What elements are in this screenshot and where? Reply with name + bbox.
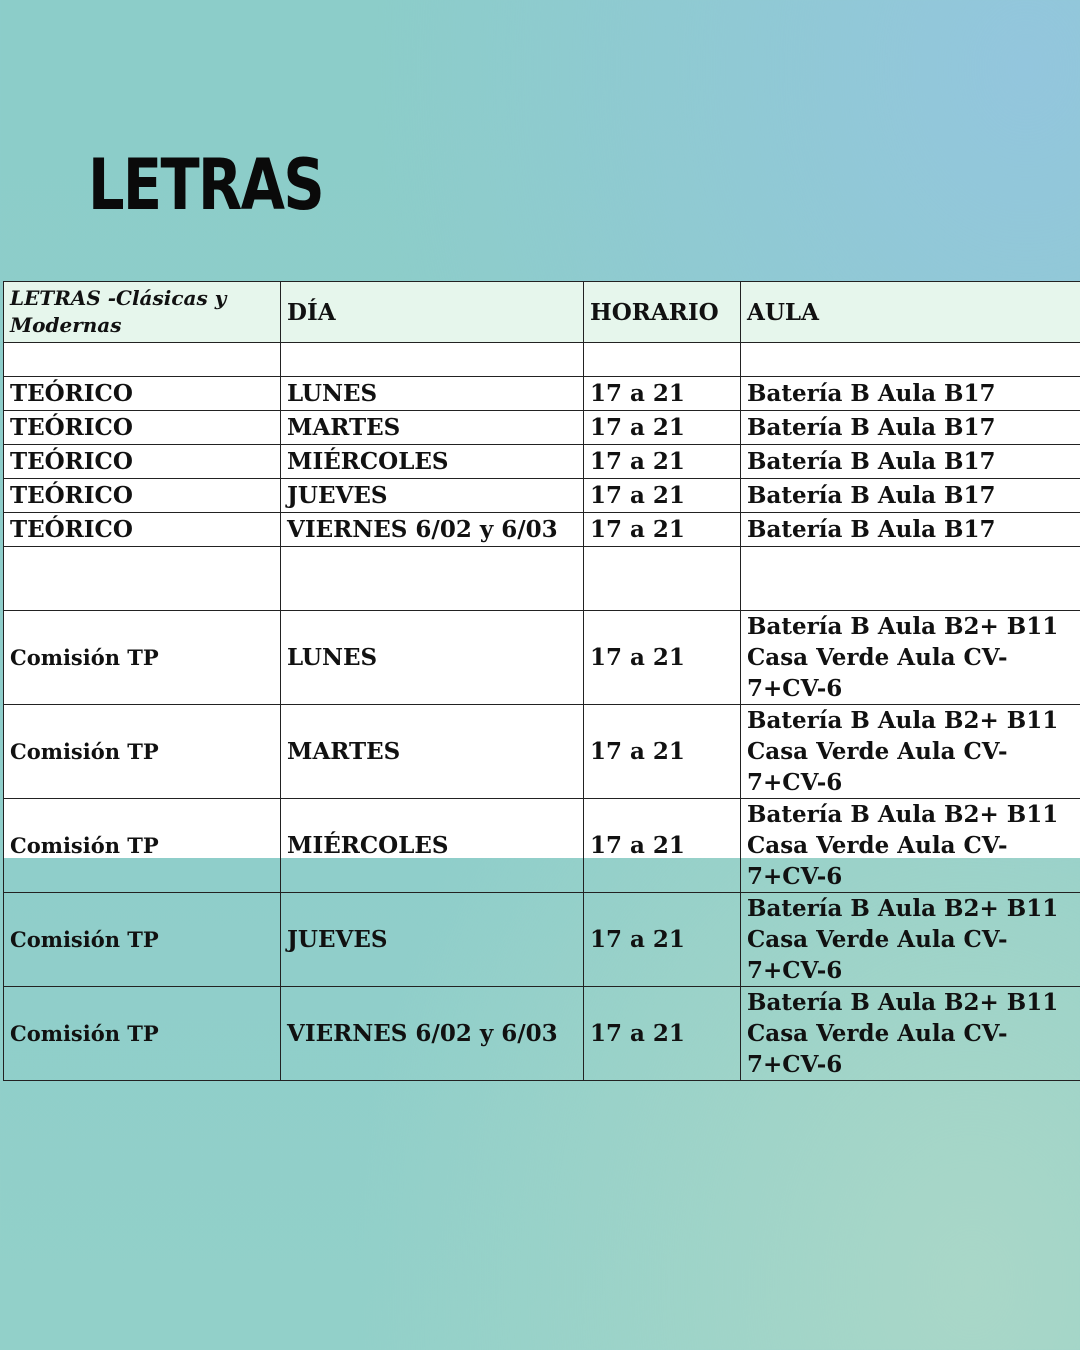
cell-aula: Batería B Aula B17 <box>741 445 1080 479</box>
cell-aula <box>741 799 1080 893</box>
cell-tipo: TEÓRICO <box>4 445 281 479</box>
cell-horario: 17 a 21 <box>584 377 741 411</box>
cell-aula <box>741 987 1080 1081</box>
spacer-row <box>4 343 1080 377</box>
aula-line-1: Batería B Aula B2+ B11 <box>747 707 1059 734</box>
table-row <box>4 705 1080 799</box>
cell-tipo: TEÓRICO <box>4 377 281 411</box>
table-row <box>4 479 1080 513</box>
cell-dia: MIÉRCOLES <box>281 445 584 479</box>
comision-rows <box>4 547 1080 1081</box>
cell-dia: VIERNES 6/02 y 6/03 <box>281 513 584 547</box>
cell-tipo: TEÓRICO <box>4 513 281 547</box>
cell-horario: 17 a 21 <box>584 513 741 547</box>
aula-line-1: Batería B Aula B2+ B11 <box>747 801 1059 828</box>
cell-aula: Batería B Aula B17 <box>741 377 1080 411</box>
table-row <box>4 987 1080 1081</box>
cell-aula <box>741 893 1080 987</box>
table-row <box>4 411 1080 445</box>
cell-horario: 17 a 21 <box>584 611 741 705</box>
cell-dia: LUNES <box>281 611 584 705</box>
schedule-table-container <box>3 281 1080 1078</box>
table-row <box>4 893 1080 987</box>
aula-line-1: Batería B Aula B2+ B11 <box>747 613 1059 640</box>
table-row <box>4 611 1080 705</box>
header-row <box>4 282 1080 343</box>
table-row <box>4 377 1080 411</box>
table-row <box>4 445 1080 479</box>
aula-line-2: Casa Verde Aula CV-7+CV-6 <box>747 832 1008 890</box>
schedule-table <box>3 281 1080 1081</box>
spacer-row <box>4 547 1080 611</box>
cell-horario: 17 a 21 <box>584 799 741 893</box>
aula-line-1: Batería B Aula B2+ B11 <box>747 989 1059 1016</box>
cell-horario: 17 a 21 <box>584 705 741 799</box>
cell-tipo: Comisión TP <box>4 987 281 1081</box>
cell-dia: LUNES <box>281 377 584 411</box>
cell-horario: 17 a 21 <box>584 893 741 987</box>
header-materia: LETRAS -Clásicas y Modernas <box>4 282 281 343</box>
cell-tipo: Comisión TP <box>4 705 281 799</box>
cell-horario: 17 a 21 <box>584 411 741 445</box>
aula-line-2: Casa Verde Aula CV-7+CV-6 <box>747 926 1008 984</box>
cell-horario: 17 a 21 <box>584 987 741 1081</box>
cell-aula: Batería B Aula B17 <box>741 479 1080 513</box>
cell-dia: JUEVES <box>281 479 584 513</box>
aula-line-2: Casa Verde Aula CV-7+CV-6 <box>747 738 1008 796</box>
cell-aula <box>741 705 1080 799</box>
cell-aula: Batería B Aula B17 <box>741 411 1080 445</box>
cell-dia: MARTES <box>281 705 584 799</box>
cell-tipo: TEÓRICO <box>4 411 281 445</box>
table-row <box>4 513 1080 547</box>
cell-dia: MIÉRCOLES <box>281 799 584 893</box>
table-header <box>4 282 1080 343</box>
cell-horario: 17 a 21 <box>584 445 741 479</box>
cell-dia: VIERNES 6/02 y 6/03 <box>281 987 584 1081</box>
cell-tipo: TEÓRICO <box>4 479 281 513</box>
cell-tipo: Comisión TP <box>4 893 281 987</box>
cell-tipo: Comisión TP <box>4 611 281 705</box>
header-aula: AULA <box>741 282 1080 343</box>
cell-aula: Batería B Aula B17 <box>741 513 1080 547</box>
cell-tipo: Comisión TP <box>4 799 281 893</box>
cell-dia: JUEVES <box>281 893 584 987</box>
aula-line-1: Batería B Aula B2+ B11 <box>747 895 1059 922</box>
table-row <box>4 799 1080 893</box>
aula-line-2: Casa Verde Aula CV-7+CV-6 <box>747 644 1008 702</box>
cell-dia: MARTES <box>281 411 584 445</box>
cell-horario: 17 a 21 <box>584 479 741 513</box>
page-title: LETRAS <box>88 144 324 226</box>
cell-aula <box>741 611 1080 705</box>
header-horario: HORARIO <box>584 282 741 343</box>
teorico-rows <box>4 343 1080 547</box>
aula-line-2: Casa Verde Aula CV-7+CV-6 <box>747 1020 1008 1078</box>
header-dia: DÍA <box>281 282 584 343</box>
